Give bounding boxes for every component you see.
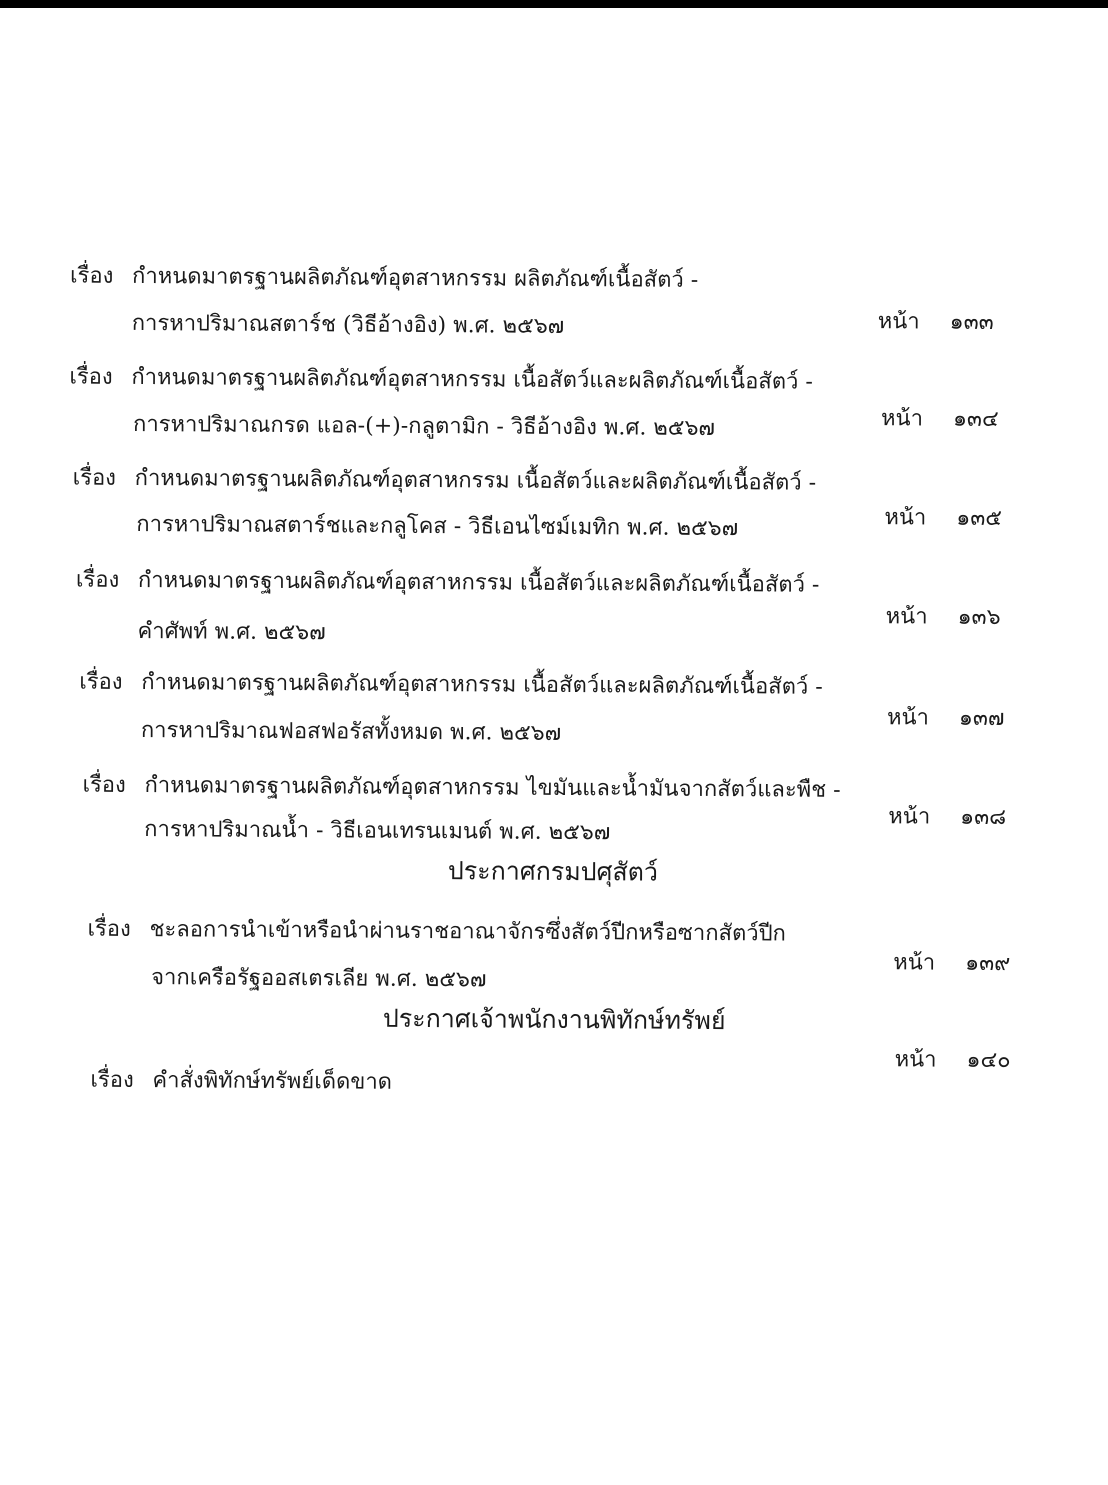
entry-page-ref bbox=[886, 603, 1001, 632]
entry-page-ref bbox=[878, 308, 994, 337]
entry-label: เรื่อง bbox=[75, 567, 120, 593]
entry-title-line-2: การหาปริมาณสตาร์ชและกลูโคส - วิธีเอนไซม์เมทิก พ.ศ. ๒๕๖๗ bbox=[136, 511, 739, 542]
entry-title-line-1: กำหนดมาตรฐานผลิตภัณฑ์อุตสาหกรรม ไขมันและน้ำมันจากสัตว์และพืช - bbox=[144, 773, 841, 803]
entry-title-line-2: คำศัพท์ พ.ศ. ๒๕๖๗ bbox=[137, 618, 326, 646]
entry-title-line-1: กำหนดมาตรฐานผลิตภัณฑ์อุตสาหกรรม เนื้อสัตว์และผลิตภัณฑ์เนื้อสัตว์ - bbox=[131, 364, 813, 395]
entry-title-line-1: กำหนดมาตรฐานผลิตภัณฑ์อุตสาหกรรม ผลิตภัณฑ์เนื้อสัตว์ - bbox=[131, 263, 699, 293]
page-number: ๑๓๗ bbox=[958, 705, 1005, 732]
page-number: ๑๓๙ bbox=[965, 950, 1011, 977]
entry-title-line-1: กำหนดมาตรฐานผลิตภัณฑ์อุตสาหกรรม เนื้อสัตว์และผลิตภัณฑ์เนื้อสัตว์ - bbox=[141, 670, 823, 700]
entry-first-line bbox=[76, 567, 820, 600]
entry-first-line bbox=[69, 363, 813, 396]
page-label: หน้า bbox=[885, 604, 928, 630]
entry-label: เรื่อง bbox=[87, 916, 131, 942]
entry-title-line-2: การหาปริมาณน้ำ - วิธีเอนเทรนเมนต์ พ.ศ. ๒๕๖๗ bbox=[144, 817, 611, 846]
page-number: ๑๔๐ bbox=[966, 1047, 1011, 1074]
page-label: หน้า bbox=[881, 406, 924, 432]
entry-label: เรื่อง bbox=[82, 772, 126, 798]
entry-title-line-1: กำหนดมาตรฐานผลิตภัณฑ์อุตสาหกรรม เนื้อสัตว์และผลิตภัณฑ์เนื้อสัตว์ - bbox=[134, 465, 817, 496]
entry-label: เรื่อง bbox=[69, 364, 113, 390]
page-label: หน้า bbox=[886, 705, 930, 731]
page-number: ๑๓๘ bbox=[960, 804, 1007, 831]
page-number: ๑๓๕ bbox=[956, 505, 1003, 532]
entry-first-line bbox=[70, 262, 698, 294]
entry-title-line-1: คำสั่งพิทักษ์ทรัพย์เด็ดขาด bbox=[152, 1068, 393, 1095]
entry-page-ref bbox=[887, 704, 1005, 733]
entry-title-line-1: กำหนดมาตรฐานผลิตภัณฑ์อุตสาหกรรม เนื้อสัตว์และผลิตภัณฑ์เนื้อสัตว์ - bbox=[137, 567, 820, 598]
entry-label: เรื่อง bbox=[90, 1067, 134, 1093]
page-label: หน้า bbox=[893, 950, 936, 976]
entry-label: เรื่อง bbox=[69, 263, 114, 289]
page-label: หน้า bbox=[888, 804, 931, 830]
entry-title-line-2: การหาปริมาณสตาร์ช (วิธีอ้างอิง) พ.ศ. ๒๕๖๗ bbox=[131, 310, 565, 339]
entry-first-line bbox=[73, 465, 817, 498]
section-heading-livestock: ประกาศกรมปศุสัตว์ bbox=[447, 856, 659, 887]
entry-page-ref bbox=[881, 405, 999, 434]
entry-page-ref bbox=[895, 1046, 1011, 1075]
entry-first-line bbox=[87, 916, 786, 949]
entry-first-line bbox=[90, 1067, 392, 1097]
page-label: หน้า bbox=[877, 309, 920, 335]
entry-page-ref bbox=[893, 949, 1010, 978]
entry-page-ref bbox=[884, 504, 1002, 533]
entry-title-line-2: การหาปริมาณกรด แอล-(+)-กลูตามิก - วิธีอ้างอิง พ.ศ. ๒๕๖๗ bbox=[132, 411, 716, 442]
page-label: หน้า bbox=[894, 1047, 937, 1073]
page-label: หน้า bbox=[884, 505, 927, 531]
entry-label: เรื่อง bbox=[79, 669, 123, 695]
entry-title-line-1: ชะลอการนำเข้าหรือนำผ่านราชอาณาจักรซึ่งสัตว์ปีกหรือซากสัตว์ปีก bbox=[149, 917, 787, 947]
entry-first-line bbox=[79, 669, 823, 702]
entry-title-line-2: จากเครือรัฐออสเตรเลีย พ.ศ. ๒๕๖๗ bbox=[151, 965, 487, 993]
entry-first-line bbox=[82, 772, 840, 805]
page-number: ๑๓๔ bbox=[952, 406, 999, 432]
entry-page-ref bbox=[888, 803, 1006, 832]
page-number: ๑๓๓ bbox=[949, 309, 994, 335]
entry-title-line-2: การหาปริมาณฟอสฟอรัสทั้งหมด พ.ศ. ๒๕๖๗ bbox=[140, 718, 562, 746]
section-heading-official-receiver: ประกาศเจ้าพนักงานพิทักษ์ทรัพย์ bbox=[382, 1003, 726, 1036]
page-number: ๑๓๖ bbox=[957, 604, 1001, 631]
entry-label: เรื่อง bbox=[72, 465, 117, 491]
